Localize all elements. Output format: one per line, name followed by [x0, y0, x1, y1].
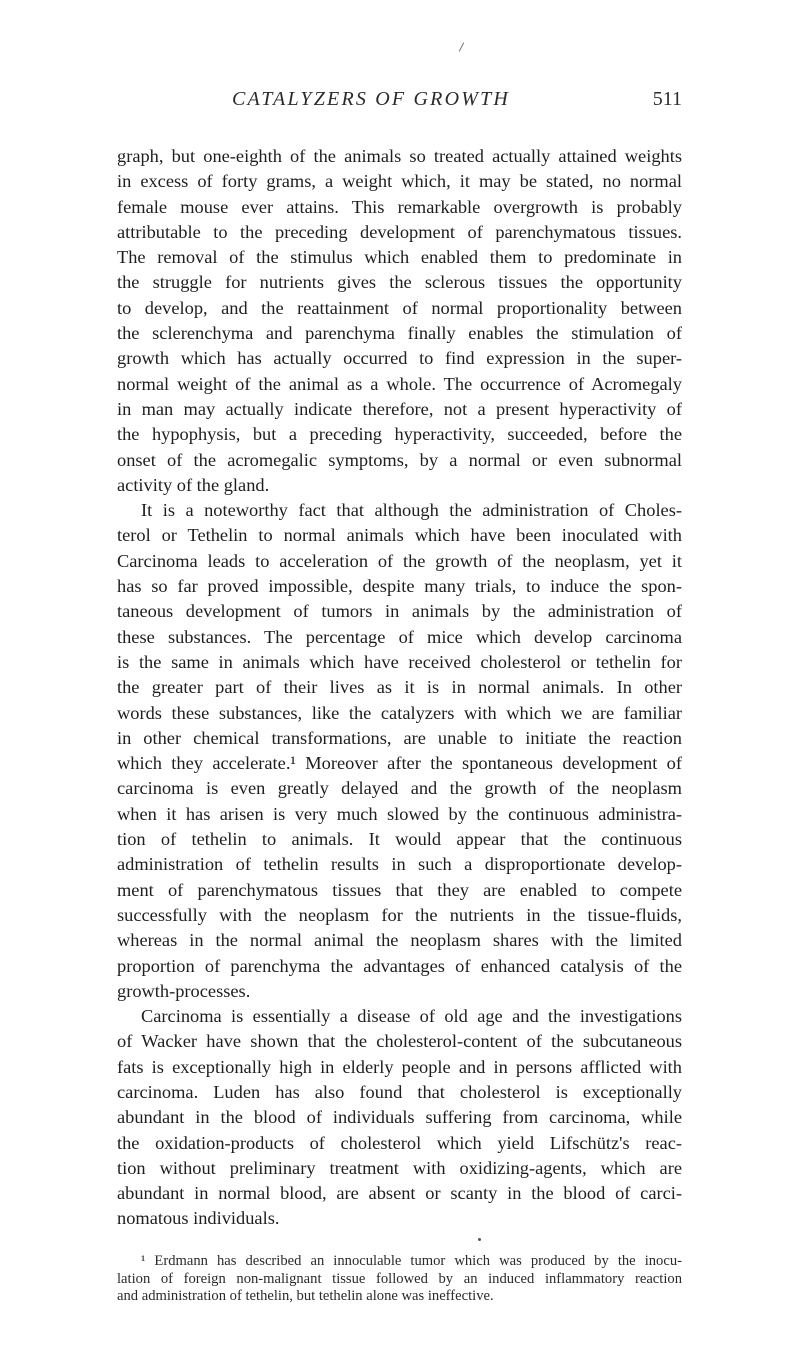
- text-line: is the same in animals which have received cholesterol or tethelin for: [117, 651, 682, 672]
- stray-dot-mark: [478, 1238, 481, 1241]
- text-line: nomatous individuals.: [117, 1208, 280, 1229]
- text-line: the greater part of their lives as it is in normal animals. In other: [117, 677, 682, 698]
- text-line: tion of tethelin to animals. It would appear that the continuous: [117, 829, 682, 850]
- text-line: in man may actually indicate therefore, not a present hyperactivity of: [117, 398, 682, 419]
- text-line: the oxidation-products of cholesterol which yield Lifschütz's reac-: [117, 1132, 682, 1153]
- text-line: the sclerenchyma and parenchyma finally enables the stimulation of: [117, 323, 682, 344]
- text-line: which they accelerate.¹ Moreover after the spontaneous development of: [117, 753, 682, 774]
- text-line: abundant in the blood of individuals suffering from carcinoma, while: [117, 1107, 682, 1128]
- text-line: when it has arisen is very much slowed by the continuous administra-: [117, 803, 682, 824]
- text-line: to develop, and the reattainment of normal proportionality between: [117, 297, 682, 318]
- text-line: graph, but one-eighth of the animals so treated actually attained weights: [117, 146, 682, 166]
- body-text: [117, 144, 682, 1232]
- text-line: abundant in normal blood, are absent or scanty in the blood of carci-: [117, 1183, 682, 1204]
- text-line: proportion of parenchyma the advantages of enhanced catalysis of the: [117, 955, 682, 976]
- stray-pencil-mark: [459, 42, 465, 51]
- text-line: has so far proved impossible, despite many trials, to induce the spon-: [117, 576, 682, 597]
- text-line: tion without preliminary treatment with oxidizing-agents, which are: [117, 1157, 682, 1178]
- text-line: growth which has actually occurred to find expression in the super-: [117, 348, 682, 369]
- footnote-line: ¹ Erdmann has described an innoculable tumor which was produced by the inocu-: [141, 1253, 682, 1269]
- footnote: [117, 1253, 682, 1306]
- text-line: It is a noteworthy fact that although the administration of Choles-: [141, 500, 682, 521]
- text-line: onset of the acromegalic symptoms, by a normal or even subnormal: [117, 449, 682, 470]
- text-line: normal weight of the animal as a whole. The occurrence of Acromegaly: [117, 373, 682, 394]
- page-number: 511: [652, 88, 682, 110]
- text-line: fats is exceptionally high in elderly people and in persons afflicted with: [117, 1056, 682, 1077]
- text-line: these substances. The percentage of mice which develop carcinoma: [117, 626, 682, 647]
- text-line: taneous development of tumors in animals by the administration of: [117, 601, 682, 622]
- text-line: ment of parenchymatous tissues that they are enabled to compete: [117, 879, 682, 900]
- text-line: whereas in the normal animal the neoplasm shares with the limited: [117, 930, 682, 951]
- text-line: carcinoma. Luden has also found that cholesterol is exceptionally: [117, 1081, 682, 1102]
- text-line: of Wacker have shown that the cholesterol-content of the subcutaneous: [117, 1031, 682, 1052]
- text-line: words these substances, like the catalyzers with which we are familiar: [117, 702, 682, 723]
- text-line: terol or Tethelin to normal animals which have been inoculated with: [117, 525, 682, 546]
- text-line: attributable to the preceding development of parenchymatous tissues.: [117, 221, 682, 242]
- text-line: the hypophysis, but a preceding hyperactivity, succeeded, before the: [117, 424, 682, 445]
- footnote-line: and administration of tethelin, but tethelin alone was ineffective.: [117, 1288, 494, 1305]
- running-title: CATALYZERS OF GROWTH: [232, 88, 511, 110]
- footnote-line: lation of foreign non-malignant tissue followed by an induced inflammatory reaction: [117, 1270, 682, 1287]
- text-line: activity of the gland.: [117, 474, 270, 495]
- text-line: the struggle for nutrients gives the sclerous tissues the opportunity: [117, 272, 682, 293]
- text-line: The removal of the stimulus which enabled them to predominate in: [117, 247, 682, 268]
- text-line: carcinoma is even greatly delayed and the growth of the neoplasm: [117, 778, 682, 799]
- text-line: Carcinoma leads to acceleration of the growth of the neoplasm, yet it: [117, 550, 682, 571]
- text-line: administration of tethelin results in such a disproportionate develop-: [117, 854, 682, 875]
- text-line: growth-processes.: [117, 980, 251, 1001]
- text-line: in other chemical transformations, are unable to initiate the reaction: [117, 727, 682, 748]
- text-line: female mouse ever attains. This remarkable overgrowth is probably: [117, 196, 682, 217]
- running-head: [232, 88, 682, 116]
- text-line: successfully with the neoplasm for the nutrients in the tissue-fluids,: [117, 904, 682, 925]
- text-line: Carcinoma is essentially a disease of old age and the investigations: [141, 1006, 682, 1027]
- text-line: in excess of forty grams, a weight which, it may be stated, no normal: [117, 171, 682, 192]
